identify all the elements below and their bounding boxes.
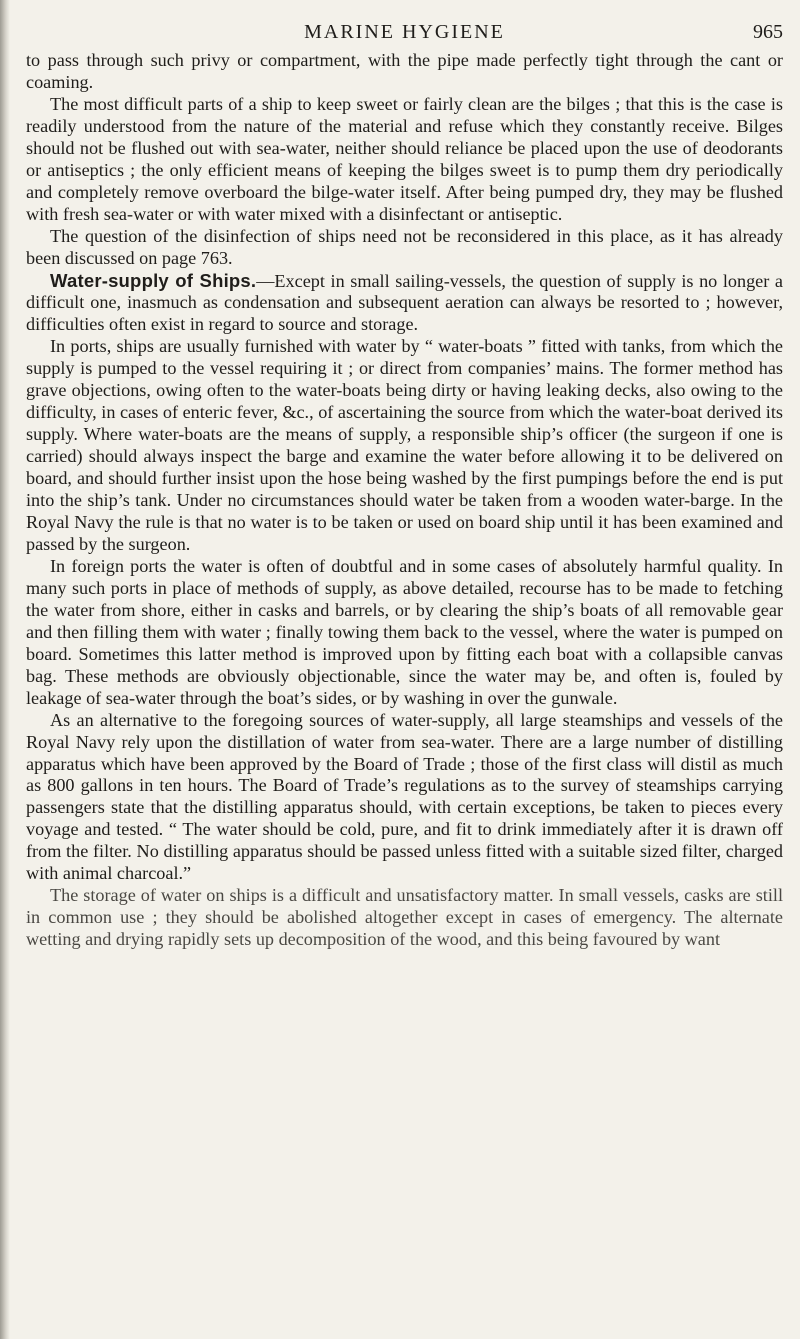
running-head bbox=[26, 16, 783, 48]
paragraph: As an alternative to the foregoing sources of water-supply, all large steamships and vessels of the Royal Navy rely upon the distillation of water from sea-water. There are a large number of distilling apparatus which have been approved by the Board of Trade ; those of the first class will distil as much as 800 gallons in ten hours. The Board of Trade’s regulations as to the survey of steamships carrying passengers state that the distilling apparatus should, with certain exceptions, be taken to pieces every voyage and tested. “ The water should be cold, pure, and fit to drink immediately after it is drawn off from the filter. No distilling apparatus should be passed unless fitted with a suitable sized filter, charged with animal charcoal.” bbox=[26, 709, 783, 884]
paragraph: to pass through such privy or compartment, with the pipe made perfectly tight through the cant or coaming. bbox=[26, 50, 783, 92]
section-lead-text: —Except in small sailing-vessels, the question of supply is no longer a difficult one, inasmuch as condensation and subsequent aeration can always be resorted to ; however, difficulties often exist in regard to source and storage. bbox=[26, 270, 783, 335]
paragraph: In foreign ports the water is often of doubtful and in some cases of absolutely harmful quality. In many such ports in place of methods of supply, as above detailed, recourse has to be made to fetching the water from shore, either in casks and barrels, or by clearing the ship’s boats of all removable gear and then filling them with water ; finally towing them back to the vessel, where the water is pumped on board. Sometimes this latter method is improved upon by fitting each boat with a collapsible canvas bag. These methods are obviously objectionable, since the water may be, and often is, fouled by leakage of sea-water through the boat’s sides, or by washing in over the gunwale. bbox=[26, 555, 783, 708]
paragraph: The most difficult parts of a ship to keep sweet or fairly clean are the bilges ; that this is the case is readily understood from the nature of the material and refuse which they constantly receive. Bilges should not be flushed out with sea-water, neither should reliance be placed upon the use of deodorants or antiseptics ; the only efficient means of keeping the bilges sweet is to pump them dry periodically and completely remove overboard the bilge-water itself. After being pumped dry, they may be flushed with fresh sea-water or with water mixed with a disinfectant or antiseptic. bbox=[26, 93, 783, 224]
running-title: MARINE HYGIENE bbox=[304, 21, 505, 43]
section-paragraph bbox=[26, 270, 783, 337]
spine-shadow bbox=[0, 0, 10, 1339]
section-heading: Water-supply of Ships. bbox=[50, 269, 257, 291]
paragraph: In ports, ships are usually furnished with water by “ water-boats ” fitted with tanks, from which the supply is pumped to the vessel requiring it ; or direct from companies’ mains. The former method has grave objections, owing often to the water-boats being dirty or having leaking decks, also owing to the difficulty, in cases of enteric fever, &c., of ascertaining the source from which the water-boat derived its supply. Where water-boats are the means of supply, a responsible ship’s officer (the surgeon if one is carried) should always inspect the barge and examine the water before allowing it to be delivered on board, and should further insist upon the hose being washed by the first pumpings before the end is put into the ship’s tank. Under no circumstances should water be taken from a wooden water-barge. In the Royal Navy the rule is that no water is to be taken or used on board ship until it has been examined and passed by the surgeon. bbox=[26, 336, 783, 554]
paragraph: The storage of water on ships is a difficult and unsatisfactory matter. In small vessels, casks are still in common use ; they should be abolished altogether except in cases of emergency. The alternate wetting and drying rapidly sets up decomposition of the wood, and this being favoured by want bbox=[26, 885, 783, 950]
body-text bbox=[26, 50, 783, 951]
page-number: 965 bbox=[753, 21, 783, 43]
paragraph: The question of the disinfection of ships need not be reconsidered in this place, as it has already been discussed on page 763. bbox=[26, 225, 783, 268]
